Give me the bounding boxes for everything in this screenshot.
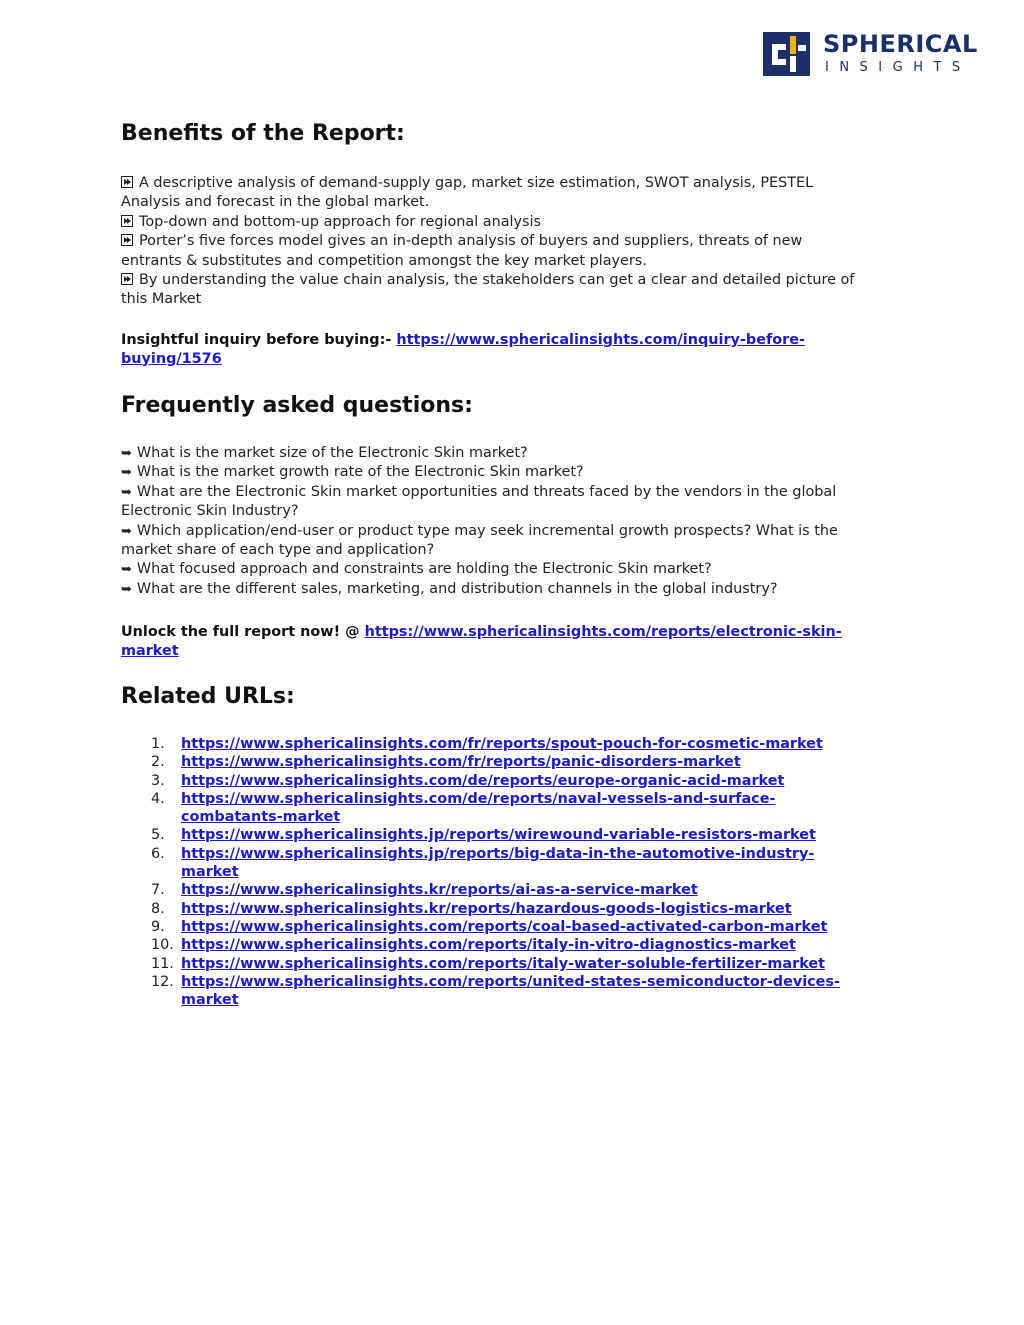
unlock-label: Unlock the full report now! @ <box>121 624 360 640</box>
related-url-link-continued[interactable]: combatants-market <box>181 809 341 826</box>
right-arrow-icon: ➥ <box>121 581 132 597</box>
related-url-link[interactable]: https://www.sphericalinsights.kr/reports/hazardous-goods-logistics-market <box>181 900 792 917</box>
list-number: 8. <box>151 900 165 917</box>
faq-item <box>121 444 903 463</box>
related-url-link[interactable]: https://www.sphericalinsights.com/reports/coal-based-activated-carbon-market <box>181 918 828 935</box>
benefit-item <box>121 271 903 310</box>
benefit-text: Analysis and forecast in the global market. <box>121 194 430 211</box>
faq-text: What are the Electronic Skin market opportunities and threats faced by the vendors in the global <box>136 483 837 500</box>
related-url-item <box>121 790 905 827</box>
list-number: 5. <box>151 827 165 844</box>
faq-item <box>121 463 903 482</box>
related-url-link[interactable]: https://www.sphericalinsights.jp/reports/big-data-in-the-automotive-industry- <box>181 845 815 862</box>
spherical-insights-logo-icon <box>763 32 810 76</box>
unlock-report-link-continued[interactable]: market <box>121 642 179 659</box>
list-number: 7. <box>151 882 165 899</box>
brand-logo <box>763 30 978 78</box>
inquiry-callout <box>121 331 905 368</box>
benefit-item <box>121 213 903 232</box>
faq-text: Which application/end-user or product type may seek incremental growth prospects? What is the <box>136 522 838 539</box>
unlock-report-link[interactable]: https://www.sphericalinsights.com/reports/electronic-skin- <box>364 624 842 640</box>
faq-text: What is the market size of the Electronic Skin market? <box>136 445 528 461</box>
faq-text: What is the market growth rate of the Electronic Skin market? <box>136 464 584 481</box>
inquiry-link-continued[interactable]: buying/1576 <box>121 350 222 367</box>
double-play-box-icon <box>121 234 133 246</box>
list-number: 1. <box>151 736 165 752</box>
related-url-link[interactable]: https://www.sphericalinsights.kr/reports/ai-as-a-service-market <box>181 882 698 899</box>
benefit-text: By understanding the value chain analysis, the stakeholders can get a clear and detailed picture of <box>139 272 855 289</box>
list-number: 11. <box>151 955 174 972</box>
list-number: 3. <box>151 772 165 789</box>
related-url-link[interactable]: https://www.sphericalinsights.com/fr/reports/panic-disorders-market <box>181 754 741 771</box>
related-url-link-continued[interactable]: market <box>181 864 239 881</box>
double-play-box-icon <box>121 215 133 227</box>
related-url-item <box>121 918 905 936</box>
faq-heading: Frequently asked questions: <box>121 393 473 418</box>
related-url-item <box>121 900 905 918</box>
right-arrow-icon: ➥ <box>121 523 132 539</box>
related-url-item <box>121 753 905 771</box>
related-url-item <box>121 735 905 753</box>
related-url-item <box>121 936 905 954</box>
related-urls-list <box>121 735 905 1009</box>
faq-item <box>121 580 903 599</box>
related-url-link[interactable]: https://www.sphericalinsights.com/reports/united-states-semiconductor-devices- <box>181 973 840 990</box>
related-url-item <box>121 973 905 1010</box>
faq-item <box>121 522 903 561</box>
related-urls-heading: Related URLs: <box>121 684 295 709</box>
benefit-item <box>121 174 903 213</box>
inquiry-label: Insightful inquiry before buying:- <box>121 332 392 348</box>
right-arrow-icon: ➥ <box>121 484 132 500</box>
faq-text: What are the different sales, marketing, and distribution channels in the global industry? <box>136 580 778 597</box>
right-arrow-icon: ➥ <box>121 465 132 481</box>
inquiry-link[interactable]: https://www.sphericalinsights.com/inquiry-before- <box>396 332 805 348</box>
list-number: 12. <box>151 973 174 990</box>
faq-list <box>121 444 903 599</box>
faq-item <box>121 560 903 579</box>
related-url-item <box>121 955 905 973</box>
faq-text: market share of each type and application? <box>121 542 435 559</box>
right-arrow-icon: ➥ <box>121 446 132 461</box>
faq-text: Electronic Skin Industry? <box>121 503 299 520</box>
related-url-link[interactable]: https://www.sphericalinsights.com/fr/reports/spout-pouch-for-cosmetic-market <box>181 736 823 752</box>
list-number: 2. <box>151 754 165 771</box>
faq-item <box>121 483 903 522</box>
double-play-box-icon <box>121 273 133 285</box>
benefit-item <box>121 232 903 271</box>
benefit-text: A descriptive analysis of demand-supply gap, market size estimation, SWOT analysis, PESTEL <box>139 175 814 191</box>
related-url-link[interactable]: https://www.sphericalinsights.jp/reports/wirewound-variable-resistors-market <box>181 827 816 844</box>
benefits-list <box>121 174 903 310</box>
logo-wordmark-secondary: INSIGHTS <box>825 60 971 75</box>
benefit-text: Porter’s five forces model gives an in-depth analysis of buyers and suppliers, threats of new <box>139 233 803 250</box>
related-url-link[interactable]: https://www.sphericalinsights.com/de/reports/europe-organic-acid-market <box>181 772 785 789</box>
related-url-link-continued[interactable]: market <box>181 992 239 1009</box>
related-url-link[interactable]: https://www.sphericalinsights.com/reports/italy-water-soluble-fertilizer-market <box>181 955 826 972</box>
related-url-item <box>121 772 905 790</box>
related-url-item <box>121 845 905 882</box>
list-number: 10. <box>151 937 174 954</box>
related-url-link[interactable]: https://www.sphericalinsights.com/reports/italy-in-vitro-diagnostics-market <box>181 937 796 954</box>
benefits-heading: Benefits of the Report: <box>121 121 405 146</box>
benefit-text: Top-down and bottom-up approach for regional analysis <box>139 213 542 230</box>
double-play-box-icon <box>121 176 133 188</box>
logo-wordmark-primary: SPHERICAL <box>823 30 978 58</box>
related-url-item <box>121 881 905 899</box>
related-url-link[interactable]: https://www.sphericalinsights.com/de/reports/naval-vessels-and-surface- <box>181 790 776 807</box>
related-url-item <box>121 826 905 844</box>
list-number: 6. <box>151 845 165 862</box>
list-number: 4. <box>151 790 165 807</box>
unlock-callout <box>121 623 905 660</box>
faq-text: What focused approach and constraints are holding the Electronic Skin market? <box>136 561 712 578</box>
right-arrow-icon: ➥ <box>121 562 132 578</box>
benefit-text: entrants & substitutes and competition amongst the key market players. <box>121 252 647 269</box>
benefit-text: this Market <box>121 291 202 308</box>
list-number: 9. <box>151 918 165 935</box>
